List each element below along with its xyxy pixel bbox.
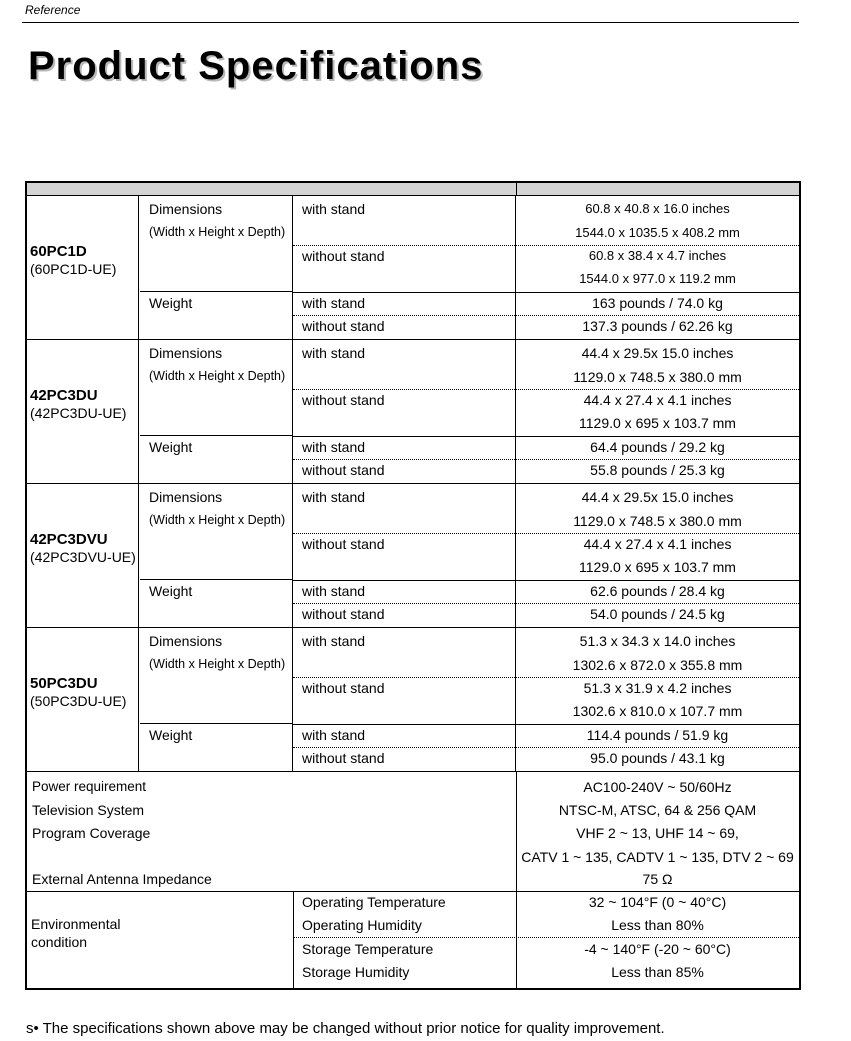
weight-label: Weight	[149, 727, 193, 743]
env-label-2: condition	[31, 934, 88, 950]
with-stand-label: with stand	[302, 727, 366, 743]
antenna-value: 75 Ω	[642, 871, 673, 887]
st-hum-label: Storage Humidity	[302, 964, 410, 980]
spec-table	[25, 181, 801, 990]
without-stand-label: without stand	[302, 680, 385, 696]
model-code: (42PC3DU-UE)	[30, 405, 127, 421]
dimensions-label: Dimensions	[149, 345, 223, 361]
dim-with-mm: 1544.0 x 1035.5 x 408.2 mm	[575, 225, 740, 240]
with-stand-label: with stand	[302, 439, 366, 455]
dim-with-inches: 51.3 x 34.3 x 14.0 inches	[579, 633, 736, 649]
without-stand-label: without stand	[302, 248, 385, 264]
section-label: Reference	[25, 3, 81, 17]
dim-with-inches: 44.4 x 29.5x 15.0 inches	[581, 489, 734, 505]
op-hum-label: Operating Humidity	[302, 917, 422, 933]
model-rows	[27, 196, 799, 772]
dim-without-inches: 51.3 x 31.9 x 4.2 inches	[583, 680, 732, 696]
st-hum-value: Less than 85%	[611, 964, 704, 980]
environment-specs	[27, 892, 799, 988]
op-temp-value: 32 ~ 104°F (0 ~ 40°C)	[588, 894, 727, 910]
with-stand-label: with stand	[302, 583, 366, 599]
footnote: s• The specifications shown above may be changed without prior notice for quality improvement.	[26, 1020, 665, 1037]
with-stand-label: with stand	[302, 295, 366, 311]
without-stand-label: without stand	[302, 750, 385, 766]
model-cell	[27, 628, 139, 771]
with-stand-label: with stand	[302, 345, 366, 361]
dim-with-mm: 1302.6 x 872.0 x 355.8 mm	[572, 657, 743, 673]
dimensions-hint: (Width x Height x Depth)	[149, 225, 286, 239]
model-block	[27, 340, 799, 484]
table-header	[27, 183, 799, 196]
st-temp-value: -4 ~ 140°F (-20 ~ 60°C)	[584, 941, 731, 957]
model-code: (42PC3DVU-UE)	[30, 549, 136, 565]
weight-without-value: 137.3 pounds / 62.26 kg	[582, 318, 733, 334]
weight-with-value: 62.6 pounds / 28.4 kg	[590, 583, 725, 599]
model-block	[27, 628, 799, 772]
dim-with-mm: 1129.0 x 748.5 x 380.0 mm	[573, 369, 742, 385]
dim-without-mm: 1544.0 x 977.0 x 119.2 mm	[579, 271, 736, 286]
with-stand-label: with stand	[302, 633, 366, 649]
model-name: 60PC1D	[30, 243, 87, 260]
coverage-label: Program Coverage	[32, 825, 151, 841]
weight-with-value: 114.4 pounds / 51.9 kg	[586, 727, 729, 743]
op-hum-value: Less than 80%	[611, 917, 704, 933]
dim-without-inches: 44.4 x 27.4 x 4.1 inches	[583, 536, 732, 552]
tv-system-value: NTSC-M, ATSC, 64 & 256 QAM	[558, 802, 757, 818]
dim-with-inches: 60.8 x 40.8 x 16.0 inches	[585, 201, 730, 216]
dimensions-label: Dimensions	[149, 489, 223, 505]
with-stand-label: with stand	[302, 201, 366, 217]
without-stand-label: without stand	[302, 606, 385, 622]
header-rule	[22, 22, 799, 23]
dim-with-inches: 44.4 x 29.5x 15.0 inches	[581, 345, 734, 361]
without-stand-label: without stand	[302, 536, 385, 552]
dimensions-hint: (Width x Height x Depth)	[149, 369, 286, 383]
model-cell	[27, 196, 139, 339]
dim-without-mm: 1129.0 x 695 x 103.7 mm	[579, 415, 736, 431]
dim-without-mm: 1302.6 x 810.0 x 107.7 mm	[572, 703, 743, 719]
power-label: Power requirement	[32, 779, 147, 794]
op-temp-label: Operating Temperature	[302, 894, 446, 910]
tv-system-label: Television System	[32, 802, 145, 818]
weight-label: Weight	[149, 583, 193, 599]
dim-without-mm: 1129.0 x 695 x 103.7 mm	[579, 559, 736, 575]
page-title: Product Specifications	[28, 44, 484, 88]
dim-with-mm: 1129.0 x 748.5 x 380.0 mm	[573, 513, 742, 529]
without-stand-label: without stand	[302, 462, 385, 478]
dimensions-hint: (Width x Height x Depth)	[149, 657, 286, 671]
dim-without-inches: 60.8 x 38.4 x 4.7 inches	[588, 248, 727, 263]
weight-label: Weight	[149, 439, 193, 455]
dimensions-label: Dimensions	[149, 633, 223, 649]
model-code: (60PC1D-UE)	[30, 261, 117, 277]
model-code: (50PC3DU-UE)	[30, 693, 127, 709]
without-stand-label: without stand	[302, 318, 385, 334]
model-cell	[27, 484, 139, 627]
with-stand-label: with stand	[302, 489, 366, 505]
antenna-label: External Antenna Impedance	[32, 871, 212, 887]
dimensions-label: Dimensions	[149, 201, 223, 217]
weight-with-value: 163 pounds / 74.0 kg	[592, 295, 723, 311]
dim-without-inches: 44.4 x 27.4 x 4.1 inches	[583, 392, 732, 408]
weight-without-value: 95.0 pounds / 43.1 kg	[590, 750, 725, 766]
weight-with-value: 64.4 pounds / 29.2 kg	[590, 439, 725, 455]
model-name: 50PC3DU	[30, 675, 98, 692]
weight-without-value: 55.8 pounds / 25.3 kg	[590, 462, 725, 478]
coverage-value-2: CATV 1 ~ 135, CADTV 1 ~ 135, DTV 2 ~ 69	[521, 849, 794, 865]
without-stand-label: without stand	[302, 392, 385, 408]
power-value: AC100-240V ~ 50/60Hz	[583, 779, 732, 795]
model-block	[27, 196, 799, 340]
model-name: 42PC3DU	[30, 387, 98, 404]
weight-without-value: 54.0 pounds / 24.5 kg	[590, 606, 725, 622]
st-temp-label: Storage Temperature	[302, 941, 434, 957]
coverage-value-1: VHF 2 ~ 13, UHF 14 ~ 69,	[576, 825, 739, 841]
model-cell	[27, 340, 139, 483]
model-name: 42PC3DVU	[30, 531, 108, 548]
model-block	[27, 484, 799, 628]
weight-label: Weight	[149, 295, 193, 311]
dimensions-hint: (Width x Height x Depth)	[149, 513, 286, 527]
env-label-1: Environmental	[31, 916, 121, 932]
general-specs	[27, 772, 799, 892]
